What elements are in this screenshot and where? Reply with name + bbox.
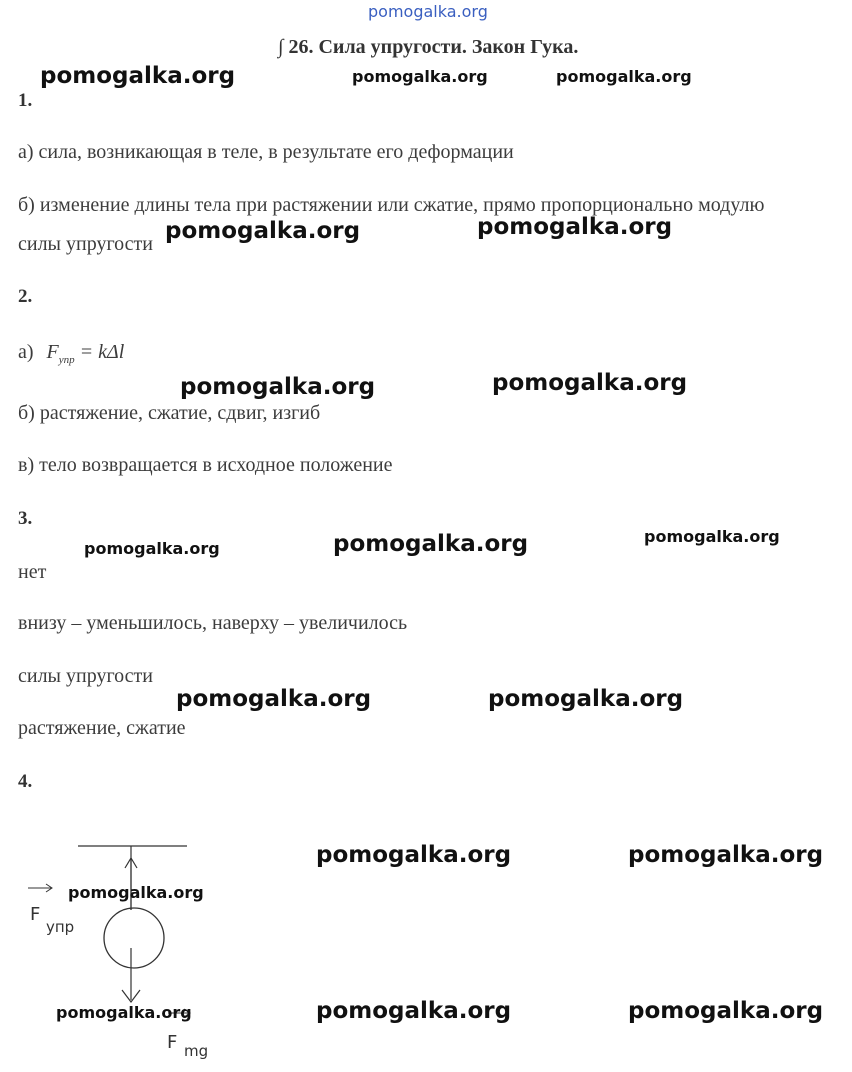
label-f-upr-sub: упр (46, 918, 75, 936)
watermark: pomogalka.org (644, 527, 780, 546)
question-3-number: 3. (18, 508, 33, 529)
watermark: pomogalka.org (333, 531, 529, 557)
watermark: pomogalka.org (628, 998, 824, 1024)
formula-subscript: упр (58, 354, 75, 366)
question-3-line4: растяжение, сжатие (18, 717, 186, 739)
question-3-line3: силы упругости (18, 665, 153, 687)
watermark: pomogalka.org (180, 374, 376, 400)
question-1-number: 1. (18, 90, 33, 111)
hooke-formula (18, 341, 124, 366)
watermark: pomogalka.org (68, 883, 204, 902)
watermark: pomogalka.org (492, 370, 688, 396)
watermark: pomogalka.org (56, 1003, 192, 1022)
site-header-link[interactable]: pomogalka.org (368, 2, 488, 21)
question-3-line1: нет (18, 561, 47, 583)
watermark: pomogalka.org (628, 842, 824, 868)
question-4-number: 4. (18, 771, 33, 792)
question-2-answer-c: в) тело возвращается в исходное положение (18, 454, 393, 476)
question-2-answer-b: б) растяжение, сжатие, сдвиг, изгиб (18, 402, 321, 424)
force-diagram (0, 830, 260, 1072)
watermark: pomogalka.org (165, 218, 361, 244)
formula-force: F (46, 341, 59, 363)
question-2-number: 2. (18, 286, 33, 307)
watermark: pomogalka.org (352, 67, 488, 86)
question-1-answer-b-line2: силы упругости (18, 233, 153, 255)
question-3-line2: внизу – уменьшилось, наверху – увеличилось (18, 612, 408, 634)
watermark: pomogalka.org (40, 63, 236, 89)
watermark: pomogalka.org (556, 67, 692, 86)
label-f-mg-sub: mg (184, 1042, 209, 1060)
page-title: ∫ 26. Сила упругости. Закон Гука. (278, 36, 579, 58)
label-f-upr: F (30, 904, 41, 925)
label-f-mg: F (167, 1032, 178, 1053)
formula-rhs: = kΔl (79, 341, 125, 363)
watermark: pomogalka.org (316, 842, 512, 868)
watermark: pomogalka.org (84, 539, 220, 558)
watermark: pomogalka.org (477, 214, 673, 240)
watermark: pomogalka.org (488, 686, 684, 712)
formula-prefix: а) (18, 341, 34, 363)
question-1-answer-b-line1: б) изменение длины тела при растяжении или сжатие, прямо пропорционально модулю (18, 194, 765, 216)
watermark: pomogalka.org (316, 998, 512, 1024)
ball-circle (104, 908, 164, 968)
watermark: pomogalka.org (176, 686, 372, 712)
question-1-answer-a: а) сила, возникающая в теле, в результате его деформации (18, 141, 514, 163)
